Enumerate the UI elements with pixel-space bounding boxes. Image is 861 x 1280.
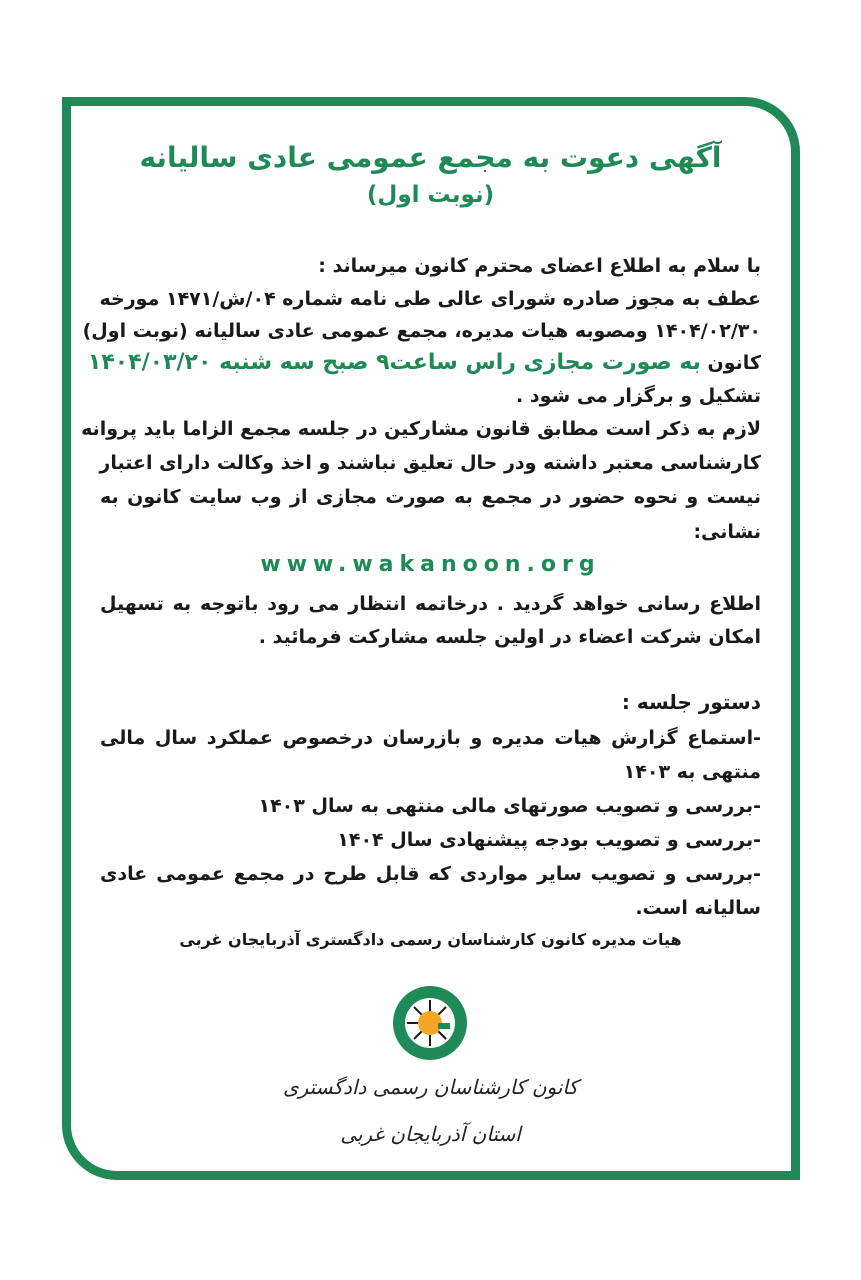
meeting-time-line	[87, 347, 761, 379]
greeting-line: با سلام به اطلاع اعضای محترم کانون میرساند :	[318, 255, 761, 277]
body-line: نیست و نحوه حضور در مجمع به صورت مجازی از وب سایت کانون به	[100, 486, 761, 508]
agenda-item: -بررسی و تصویب سایر مواردی که قابل طرح در مجمع عمومی عادی	[100, 863, 761, 885]
logo-g-bar	[438, 1023, 450, 1029]
body-line: لازم به ذکر است مطابق قانون مشارکین در جلسه مجمع الزاما باید پروانه	[81, 418, 761, 440]
notice-title: آگهی دعوت به مجمع عمومی عادی سالیانه	[139, 141, 722, 174]
agenda-item: -بررسی و تصویب صورتهای مالی منتهی به سال ۱۴۰۳	[258, 795, 761, 817]
body-line: کارشناسی معتبر داشته ودر حال تعلیق نباشند و اخذ وکالت دارای اعتبار	[99, 452, 761, 474]
website-link[interactable]: www.wakanoon.org	[260, 552, 601, 577]
agenda-item: -بررسی و تصویب بودجه پیشنهادی سال ۱۴۰۴	[337, 829, 761, 851]
meeting-prefix: کانون	[707, 352, 761, 374]
body-line: نشانی:	[693, 521, 761, 543]
organization-logo	[392, 985, 468, 1061]
agenda-item: سالیانه است.	[635, 897, 761, 919]
signature-line: هیات مدیره کانون کارشناسان رسمی دادگستری آذربایجان غربی	[179, 930, 682, 949]
agenda-title: دستور جلسه :	[621, 690, 761, 714]
notice-subtitle: (نوبت اول)	[366, 182, 495, 208]
body-line: امکان شرکت اعضاء در اولین جلسه مشارکت فرمائید .	[258, 626, 761, 648]
agenda-item: -استماع گزارش هیات مدیره و بازرسان درخصوص عملکرد سال مالی	[100, 727, 761, 749]
body-line: اطلاع رسانی خواهد گردید . درخاتمه انتظار می رود باتوجه به تسهیل	[100, 593, 761, 615]
meeting-time-highlight: به صورت مجازی راس ساعت۹ صبح سه شنبه ۱۴۰۴/۰۳/۲۰	[87, 350, 701, 375]
body-line: عطف به مجوز صادره شورای عالی طی نامه شماره ۰۴/ش/۱۴۷۱ مورخه	[99, 288, 761, 310]
agenda-item: منتهی به ۱۴۰۳	[623, 761, 761, 783]
calligraphy-line-1: کانون کارشناسان رسمی دادگستری	[282, 1075, 579, 1099]
calligraphy-line-2: استان آذربایجان غربی	[340, 1122, 521, 1146]
body-line: ۱۴۰۴/۰۲/۳۰ ومصوبه هیات مدیره، مجمع عمومی عادی سالیانه (نوبت اول)	[82, 320, 761, 342]
body-line: تشکیل و برگزار می شود .	[516, 385, 761, 407]
